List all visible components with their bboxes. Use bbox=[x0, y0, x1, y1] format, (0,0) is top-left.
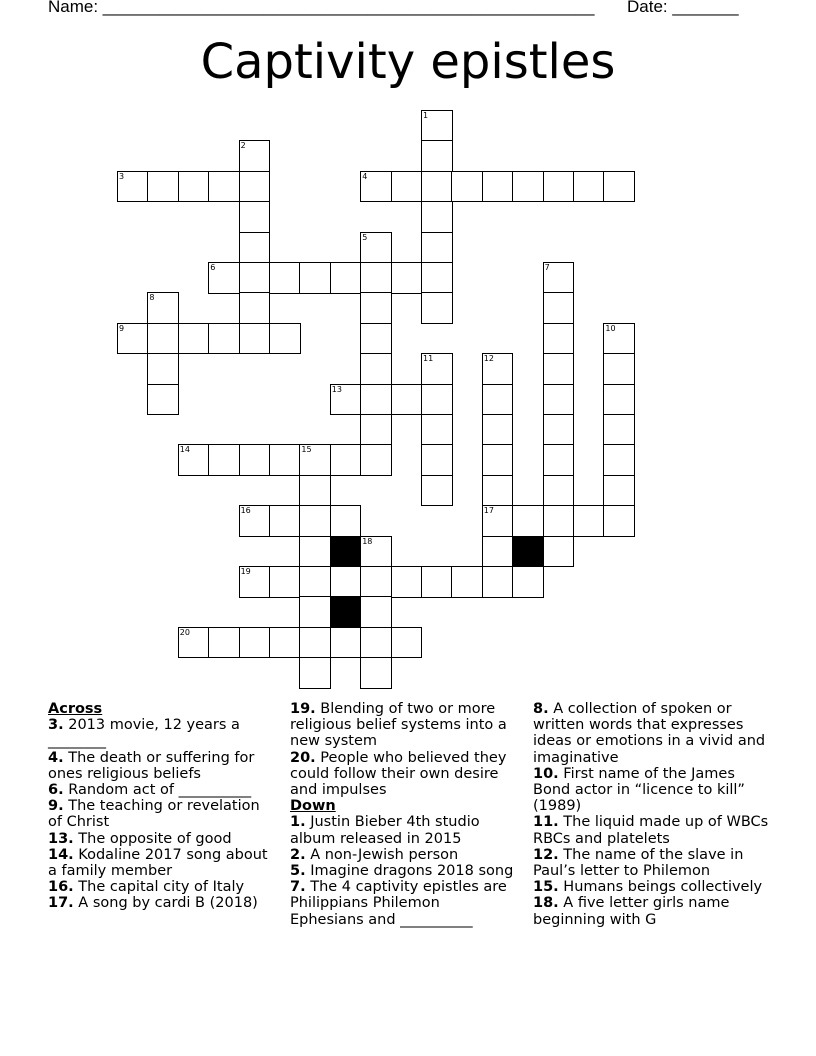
clue-number: 18 bbox=[362, 536, 373, 546]
clue-item bbox=[290, 701, 515, 750]
crossword-cell[interactable] bbox=[543, 323, 575, 355]
crossword-cell[interactable] bbox=[603, 505, 635, 537]
crossword-cell[interactable] bbox=[603, 171, 635, 203]
crossword-cell[interactable] bbox=[299, 627, 331, 659]
clue-item-text: A non-Jewish person bbox=[310, 846, 459, 863]
crossword-cell[interactable] bbox=[543, 292, 575, 324]
crossword-cell[interactable] bbox=[299, 566, 331, 598]
crossword-cell[interactable] bbox=[208, 171, 240, 203]
clue-number: 19 bbox=[240, 567, 251, 576]
clue-item bbox=[290, 814, 515, 846]
clue-item bbox=[533, 766, 773, 815]
clue-number: 6 bbox=[210, 263, 216, 272]
crossword-cell[interactable] bbox=[299, 262, 331, 294]
crossword-cell[interactable] bbox=[239, 627, 271, 659]
clue-number: 1 bbox=[423, 111, 429, 120]
crossword-cell[interactable] bbox=[603, 353, 635, 385]
crossword-cell[interactable] bbox=[178, 444, 210, 476]
clue-item-number: 10. bbox=[533, 765, 559, 782]
clue-item bbox=[48, 750, 273, 782]
crossword-cell[interactable] bbox=[603, 414, 635, 446]
clue-item-number: 8. bbox=[533, 701, 549, 717]
crossword-cell[interactable] bbox=[391, 566, 423, 598]
clue-item-text: The teaching or revelation of Christ bbox=[48, 798, 260, 831]
crossword-cell[interactable] bbox=[239, 140, 271, 172]
clue-item bbox=[48, 847, 273, 879]
crossword-cell[interactable] bbox=[360, 657, 392, 689]
name-field-line: Name: ____________________________________________________ bbox=[48, 0, 595, 16]
clues-column-3 bbox=[533, 701, 773, 928]
crossword-cell[interactable] bbox=[360, 384, 392, 416]
crossword-cell[interactable] bbox=[208, 627, 240, 659]
crossword-cell[interactable] bbox=[178, 323, 210, 355]
crossword-cell[interactable] bbox=[208, 444, 240, 476]
crossword-cell[interactable] bbox=[330, 262, 362, 294]
crossword-cell[interactable] bbox=[147, 171, 179, 203]
clue-number: 13 bbox=[331, 384, 342, 394]
crossword-cell[interactable] bbox=[269, 566, 301, 598]
crossword-cell[interactable] bbox=[330, 444, 362, 476]
clue-item bbox=[290, 863, 515, 879]
crossword-cell[interactable] bbox=[330, 627, 362, 659]
crossword-cell[interactable] bbox=[451, 566, 483, 598]
crossword-cell[interactable] bbox=[360, 536, 392, 568]
crossword-black-cell bbox=[330, 536, 362, 568]
crossword-cell[interactable] bbox=[117, 171, 149, 203]
clue-item-text: People who believed they could follow their own desire and impulses bbox=[290, 749, 507, 799]
clue-item bbox=[533, 847, 773, 879]
clue-item-text: Imagine dragons 2018 song bbox=[310, 863, 514, 880]
crossword-cell[interactable] bbox=[269, 323, 301, 355]
crossword-cell[interactable] bbox=[482, 171, 514, 203]
clue-number: 10 bbox=[605, 323, 616, 333]
crossword-cell[interactable] bbox=[147, 353, 179, 385]
crossword-cell[interactable] bbox=[239, 505, 271, 537]
clues-column-2 bbox=[290, 701, 515, 928]
crossword-cell[interactable] bbox=[330, 566, 362, 598]
crossword-cell[interactable] bbox=[573, 171, 605, 203]
clue-item-number: 4. bbox=[48, 749, 64, 766]
crossword-cell[interactable] bbox=[239, 171, 271, 203]
clue-item-number: 11. bbox=[533, 814, 559, 831]
clue-item-text: The liquid made up of WBCs RBCs and platelets bbox=[533, 814, 769, 847]
crossword-cell[interactable] bbox=[421, 232, 453, 264]
crossword-cell[interactable] bbox=[360, 414, 392, 446]
crossword-cell[interactable] bbox=[239, 262, 271, 294]
crossword-cell[interactable] bbox=[299, 536, 331, 568]
crossword-cell[interactable] bbox=[482, 414, 514, 446]
crossword-cell[interactable] bbox=[360, 444, 392, 476]
crossword-cell[interactable] bbox=[360, 596, 392, 628]
clue-item-text: Kodaline 2017 song about a family member bbox=[48, 846, 268, 880]
crossword-cell[interactable] bbox=[360, 627, 392, 659]
crossword-cell[interactable] bbox=[421, 292, 453, 324]
clue-number: 17 bbox=[483, 506, 494, 516]
crossword-cell[interactable] bbox=[117, 323, 149, 355]
crossword-cell[interactable] bbox=[299, 444, 331, 476]
crossword-cell[interactable] bbox=[543, 475, 575, 507]
crossword-cell[interactable] bbox=[543, 353, 575, 385]
crossword-cell[interactable] bbox=[299, 596, 331, 628]
crossword-cell[interactable] bbox=[421, 566, 453, 598]
clue-item-number: 7. bbox=[290, 879, 306, 896]
crossword-cell[interactable] bbox=[269, 262, 301, 294]
crossword-cell[interactable] bbox=[269, 444, 301, 476]
clue-item-text: The 4 captivity epistles are Philippians Philemon Ephesians and __________ bbox=[290, 879, 507, 928]
crossword-cell[interactable] bbox=[421, 444, 453, 476]
crossword-cell[interactable] bbox=[239, 323, 271, 355]
clue-item-text: The death or suffering for ones religious beliefs bbox=[48, 749, 255, 782]
crossword-cell[interactable] bbox=[482, 353, 514, 385]
crossword-cell[interactable] bbox=[178, 171, 210, 203]
crossword-cell[interactable] bbox=[421, 353, 453, 385]
clue-item-number: 17. bbox=[48, 895, 74, 912]
crossword-cell[interactable] bbox=[239, 201, 271, 233]
clue-number: 3 bbox=[119, 171, 125, 181]
crossword-cell[interactable] bbox=[239, 232, 271, 264]
crossword-cell[interactable] bbox=[299, 505, 331, 537]
crossword-cell[interactable] bbox=[421, 140, 453, 172]
crossword-cell[interactable] bbox=[543, 505, 575, 537]
clue-item bbox=[290, 879, 515, 928]
crossword-cell[interactable] bbox=[421, 171, 453, 203]
crossword-cell[interactable] bbox=[239, 566, 271, 598]
clues-heading: Across bbox=[48, 701, 103, 717]
crossword-cell[interactable] bbox=[269, 627, 301, 659]
page-title: Captivity epistles bbox=[200, 34, 616, 90]
clue-item-text: A collection of spoken or written words that expresses ideas or emotions in a vivid and imaginative bbox=[533, 701, 766, 766]
crossword-cell[interactable] bbox=[208, 262, 240, 294]
clues-heading: Down bbox=[290, 798, 336, 815]
crossword-cell[interactable] bbox=[543, 384, 575, 416]
clue-item-text: The capital city of Italy bbox=[78, 879, 245, 896]
clue-number: 2 bbox=[240, 141, 246, 151]
clue-item bbox=[48, 895, 273, 911]
crossword-cell[interactable] bbox=[482, 384, 514, 416]
crossword-cell[interactable] bbox=[512, 505, 544, 537]
clue-item-text: A five letter girls name beginning with G bbox=[533, 895, 730, 928]
clue-item bbox=[48, 782, 273, 798]
crossword-cell[interactable] bbox=[391, 171, 423, 203]
clue-item-number: 16. bbox=[48, 879, 74, 896]
crossword-cell[interactable] bbox=[512, 566, 544, 598]
clue-item bbox=[48, 798, 273, 830]
crossword-cell[interactable] bbox=[421, 201, 453, 233]
clue-item-number: 19. bbox=[290, 701, 316, 717]
crossword-cell[interactable] bbox=[391, 262, 423, 294]
crossword-cell[interactable] bbox=[421, 384, 453, 416]
clue-item-number: 18. bbox=[533, 895, 559, 912]
clue-item-text: The name of the slave in Paul’s letter to Philemon bbox=[533, 846, 744, 880]
clue-item-text: The opposite of good bbox=[78, 830, 232, 847]
crossword-cell[interactable] bbox=[451, 171, 483, 203]
clue-item-number: 14. bbox=[48, 846, 74, 863]
crossword-cell[interactable] bbox=[239, 292, 271, 324]
crossword-cell[interactable] bbox=[543, 414, 575, 446]
clue-item-number: 13. bbox=[48, 830, 74, 847]
crossword-cell[interactable] bbox=[147, 323, 179, 355]
crossword-cell[interactable] bbox=[239, 444, 271, 476]
clue-item-number: 9. bbox=[48, 798, 64, 815]
clue-item bbox=[290, 847, 515, 863]
clue-item-text: Justin Bieber 4th studio album released in 2015 bbox=[290, 814, 480, 847]
crossword-cell[interactable] bbox=[543, 444, 575, 476]
crossword-cell[interactable] bbox=[360, 232, 392, 264]
clue-item-number: 2. bbox=[290, 846, 306, 863]
clue-item bbox=[533, 701, 773, 766]
clue-item bbox=[48, 879, 273, 895]
clue-number: 12 bbox=[483, 354, 494, 364]
crossword-cell[interactable] bbox=[391, 627, 423, 659]
clue-number: 9 bbox=[119, 323, 125, 333]
crossword-cell[interactable] bbox=[573, 505, 605, 537]
clue-item-number: 12. bbox=[533, 846, 559, 863]
crossword-cell[interactable] bbox=[360, 353, 392, 385]
crossword-cell[interactable] bbox=[391, 384, 423, 416]
clue-item-text: 2013 movie, 12 years a ________ bbox=[48, 717, 240, 750]
clue-number: 16 bbox=[240, 506, 251, 516]
crossword-cell[interactable] bbox=[208, 323, 240, 355]
crossword-cell[interactable] bbox=[299, 475, 331, 507]
clue-item-text: Humans beings collectively bbox=[563, 879, 763, 896]
clue-item bbox=[48, 717, 273, 749]
clue-item bbox=[533, 814, 773, 846]
clue-number: 15 bbox=[301, 445, 312, 455]
clue-item-text: Blending of two or more religious belief systems into a new system bbox=[290, 701, 507, 750]
crossword-cell[interactable] bbox=[603, 475, 635, 507]
crossword-cell[interactable] bbox=[330, 384, 362, 416]
clue-number: 8 bbox=[149, 293, 155, 303]
clue-number: 7 bbox=[544, 263, 550, 272]
crossword-cell[interactable] bbox=[543, 536, 575, 568]
crossword-black-cell bbox=[512, 536, 544, 568]
crossword-cell[interactable] bbox=[482, 475, 514, 507]
crossword-cell[interactable] bbox=[360, 171, 392, 203]
crossword-black-cell bbox=[330, 596, 362, 628]
clue-number: 14 bbox=[179, 445, 190, 455]
clue-number: 11 bbox=[423, 354, 434, 364]
crossword-cell[interactable] bbox=[603, 444, 635, 476]
crossword-cell[interactable] bbox=[482, 505, 514, 537]
crossword-cell[interactable] bbox=[360, 566, 392, 598]
crossword-cell[interactable] bbox=[543, 262, 575, 294]
crossword-cell[interactable] bbox=[269, 505, 301, 537]
crossword-cell[interactable] bbox=[603, 384, 635, 416]
crossword-cell[interactable] bbox=[178, 627, 210, 659]
clue-item-number: 5. bbox=[290, 863, 306, 880]
crossword-cell[interactable] bbox=[330, 505, 362, 537]
clue-number: 5 bbox=[362, 232, 368, 242]
clue-item bbox=[533, 895, 773, 927]
clue-item bbox=[48, 831, 273, 847]
clue-number: 4 bbox=[362, 171, 368, 181]
crossword-cell[interactable] bbox=[360, 323, 392, 355]
clue-item-number: 15. bbox=[533, 879, 559, 896]
crossword-cell[interactable] bbox=[360, 292, 392, 324]
clue-item-number: 6. bbox=[48, 782, 64, 799]
crossword-cell[interactable] bbox=[299, 657, 331, 689]
clue-item-text: First name of the James Bond actor in “licence to kill” (1989) bbox=[533, 765, 745, 815]
clue-item-text: Random act of __________ bbox=[68, 782, 252, 799]
crossword-cell[interactable] bbox=[421, 262, 453, 294]
crossword-cell[interactable] bbox=[482, 444, 514, 476]
date-field-line: Date: _______ bbox=[627, 0, 739, 16]
crossword-cell[interactable] bbox=[482, 536, 514, 568]
crossword-cell[interactable] bbox=[603, 323, 635, 355]
crossword-cell[interactable] bbox=[147, 384, 179, 416]
crossword-cell[interactable] bbox=[482, 566, 514, 598]
crossword-cell[interactable] bbox=[147, 292, 179, 324]
clue-item bbox=[290, 750, 515, 799]
clues-column-1 bbox=[48, 701, 273, 912]
clue-item-text: A song by cardi B (2018) bbox=[78, 895, 258, 912]
crossword-cell[interactable] bbox=[360, 262, 392, 294]
clue-item-number: 1. bbox=[290, 814, 306, 831]
clue-number: 20 bbox=[179, 627, 190, 637]
clue-item bbox=[533, 879, 773, 895]
clue-item-number: 20. bbox=[290, 749, 316, 766]
crossword-cell[interactable] bbox=[421, 414, 453, 446]
crossword-cell[interactable] bbox=[543, 171, 575, 203]
crossword-cell[interactable] bbox=[512, 171, 544, 203]
crossword-cell[interactable] bbox=[421, 110, 453, 142]
crossword-cell[interactable] bbox=[421, 475, 453, 507]
clue-item-number: 3. bbox=[48, 717, 64, 734]
